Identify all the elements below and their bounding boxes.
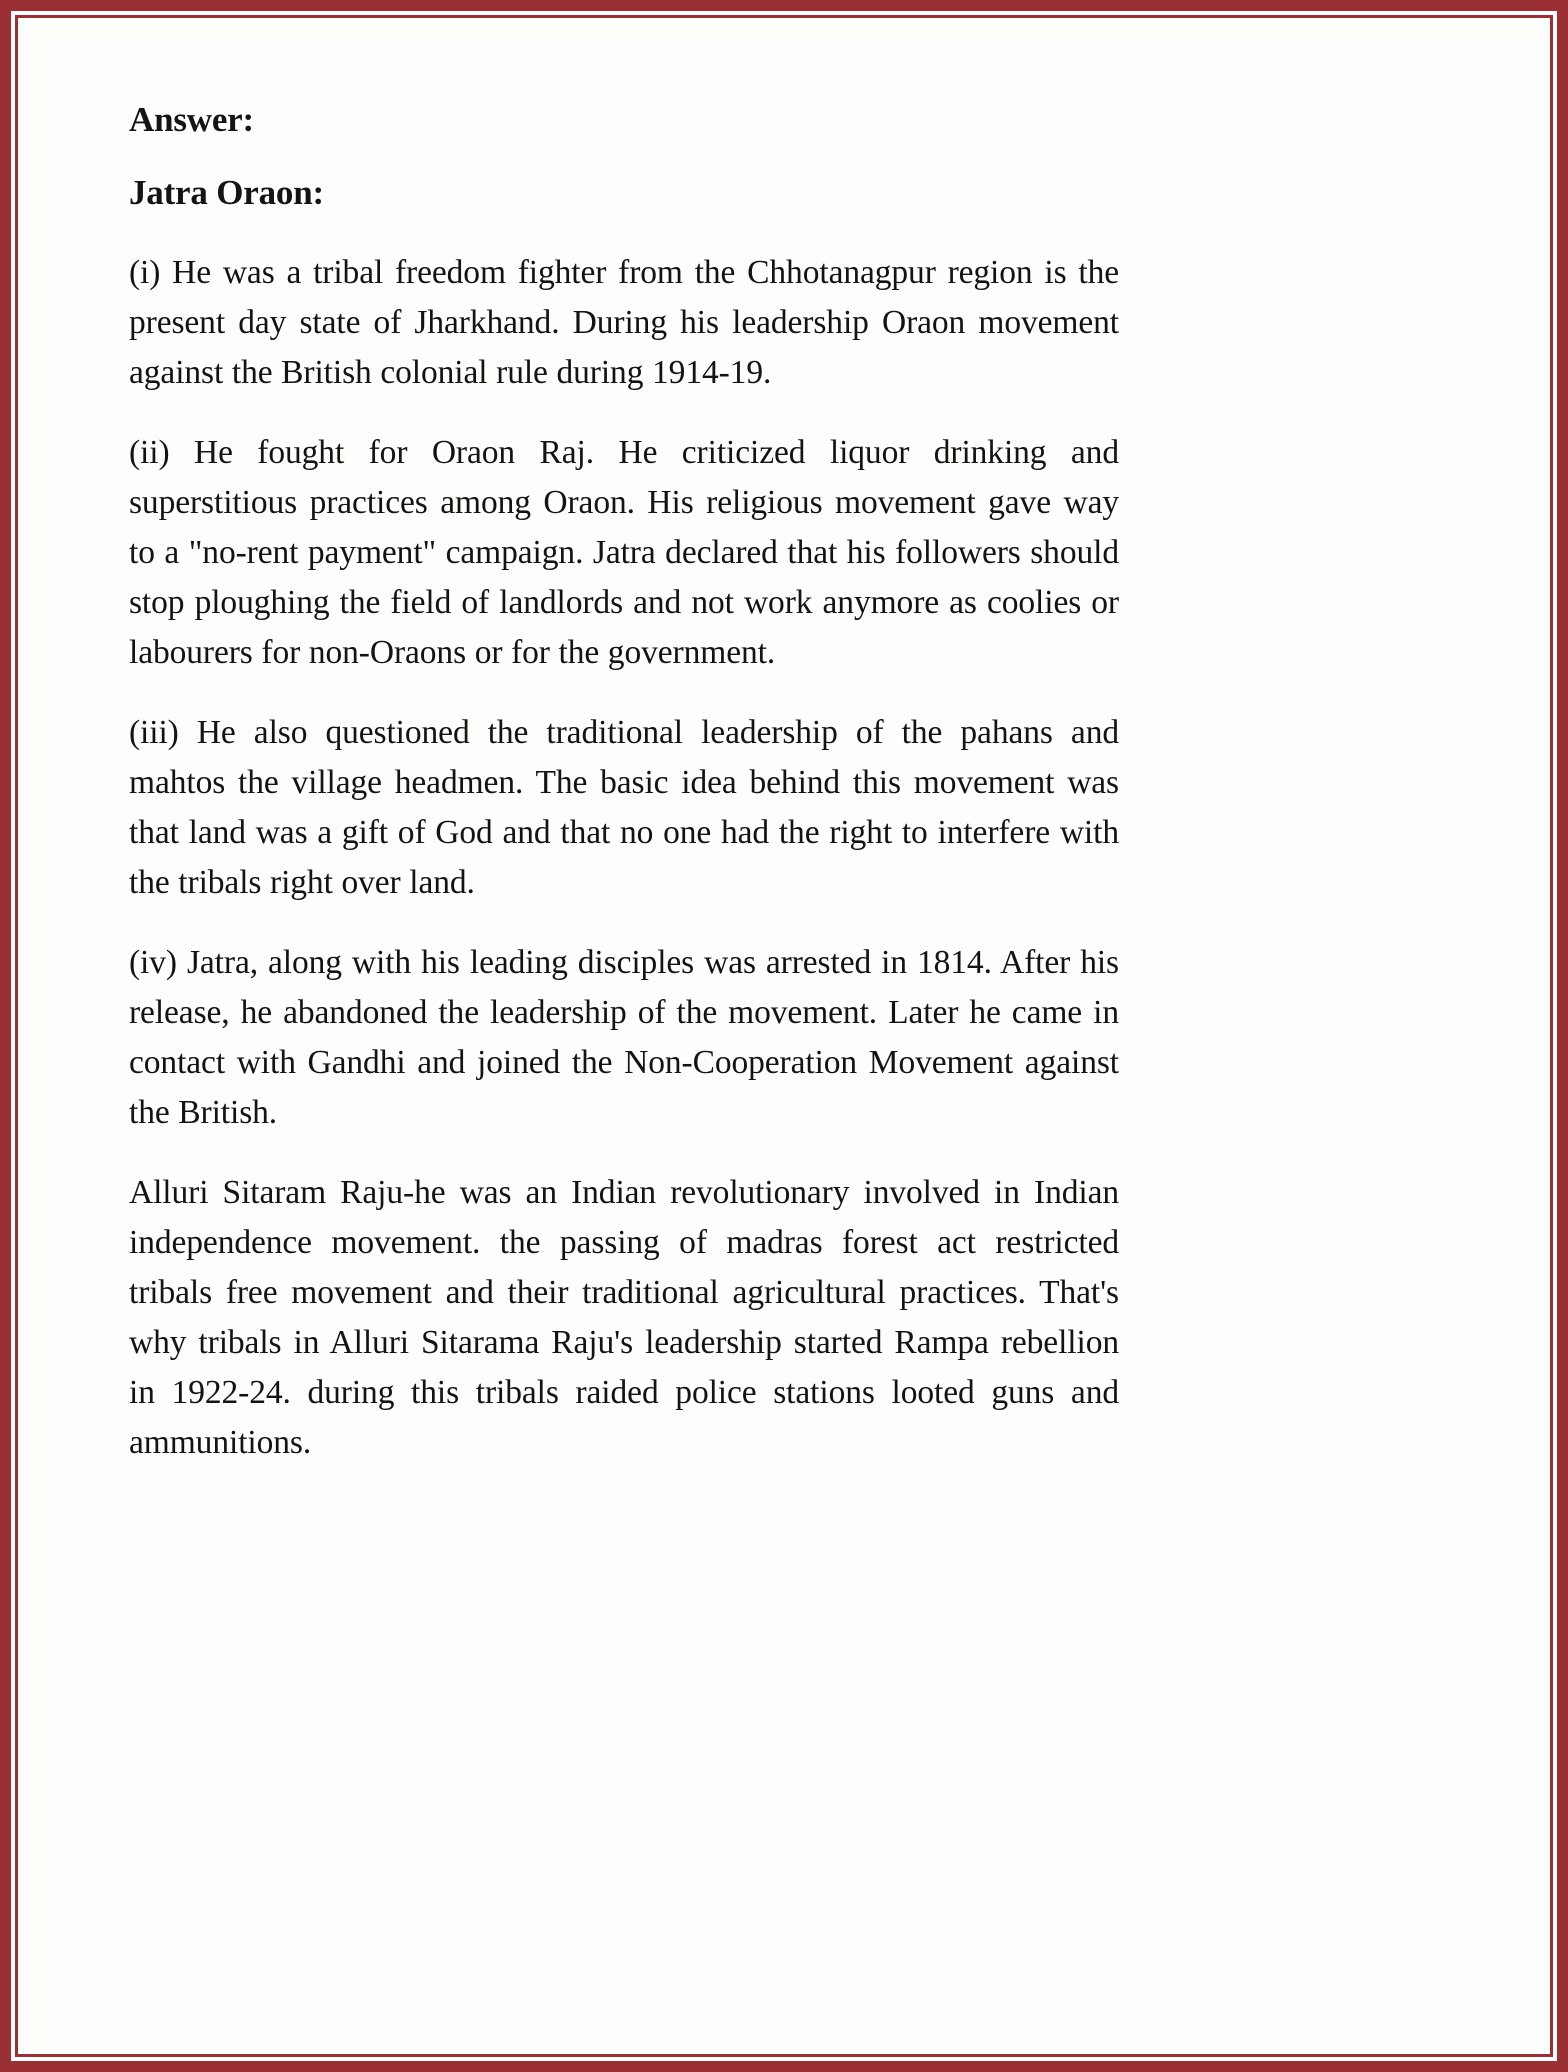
paragraph-i: (i) He was a tribal freedom fighter from the Chhotanagpur region is the present day state of Jharkhand. During his leadership Oraon movement against the British colonial rule during 1914-19. — [129, 253, 1119, 391]
paragraph-alluri-sitaram-raju: Alluri Sitaram Raju-he was an Indian revolutionary involved in Indian independence movement. the passing of madras forest act restricted tribals free movement and their traditional agricultural practices. That's why tribals in Alluri Sitarama Raju's leadership started Rampa rebellion in 1922-24. during this tribals raided police stations looted guns and ammunitions. — [129, 1173, 1119, 1461]
subject-heading: Jatra Oraon: — [129, 173, 324, 213]
paragraph-ii: (ii) He fought for Oraon Raj. He criticized liquor drinking and superstitious practices among Oraon. His religious movement gave way to a "no-rent payment" campaign. Jatra declared that his followers should stop ploughing the field of landlords and not work anymore as coolies or labourers for non-Oraons or for the government. — [129, 433, 1119, 671]
answer-heading: Answer: — [129, 100, 254, 139]
paragraph-iv: (iv) Jatra, along with his leading disciples was arrested in 1814. After his release, he abandoned the leadership of the movement. Later he came in contact with Gandhi and joined the Non-Cooperation Movement against the British. — [129, 943, 1119, 1131]
document-sheet — [21, 21, 1547, 2051]
document-content — [129, 99, 1119, 1468]
paragraph-iii: (iii) He also questioned the traditional leadership of the pahans and mahtos the village headmen. The basic idea behind this movement was that land was a gift of God and that no one had the right to interfere with the tribals right over land. — [129, 713, 1119, 901]
